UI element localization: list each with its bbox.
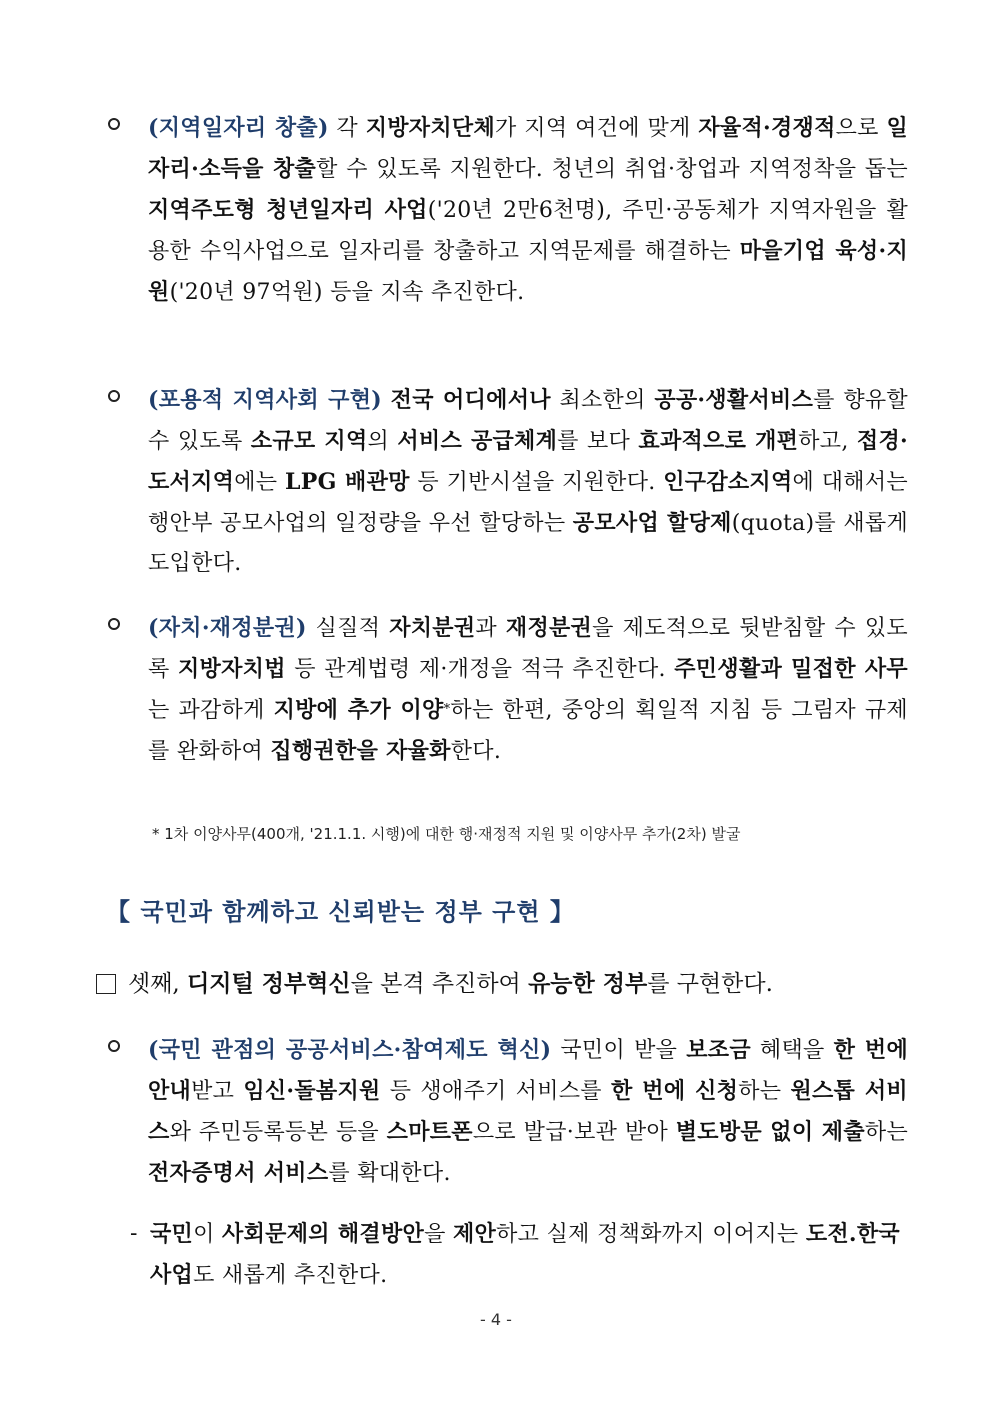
body-text: ('20년 2만6천명), 주민·공동체가 지역자원을 활용한 수익사업으로 일자리를 창출하고 지역문제를 해결하는 [148, 198, 908, 264]
body-text: 으로 발급·보관 받아 [472, 1120, 676, 1145]
footnote-marker: * [443, 702, 451, 717]
footnote: * 1차 이양사무(400개, '21.1.1. 시행)에 대한 행·재정적 지원 및 이양사무 추가(2차) 발굴 [152, 825, 741, 843]
emphasis-text: 인구감소지역 [663, 469, 793, 495]
body-text: 를 보다 [557, 429, 639, 454]
emphasis-text: 주민생활과 밀접한 사무 [674, 656, 908, 682]
emphasis-text: 스마트폰 [386, 1119, 473, 1145]
emphasis-text: LPG 배관망 [285, 469, 410, 495]
body-text: 을 [424, 1222, 453, 1247]
body-text: 국민이 받을 [551, 1038, 687, 1063]
item-heading: (자치·재정분권) [148, 615, 307, 641]
item-heading: (포용적 지역사회 구현) [148, 387, 382, 413]
emphasis-text: 전자증명서 서비스 [148, 1160, 329, 1186]
emphasis-text: 제안 [453, 1221, 497, 1247]
emphasis-text: 국민 [150, 1221, 194, 1247]
paragraph [148, 1030, 908, 1194]
circle-bullet-icon [108, 1040, 120, 1052]
checkbox-line [96, 964, 896, 1004]
emphasis-text: 한 번에 안내 [148, 1037, 909, 1104]
emphasis-text: 효과적으로 개편 [638, 428, 799, 454]
emphasis-text: 도전.한국 사업 [150, 1221, 900, 1288]
body-text: 과 [475, 616, 506, 641]
body-text: 하는 [738, 1079, 791, 1104]
emphasis-text: 전국 어디에서나 [390, 387, 551, 413]
body-text: 하는 한편, 중앙의 획일적 지침 등 그림자 규제를 완화하여 [148, 698, 908, 764]
body-text: 하고 실제 정책화까지 이어지는 [496, 1222, 806, 1247]
emphasis-text: 서비스 공급체계 [397, 428, 558, 454]
body-text: 할 수 있도록 지원한다. 청년의 취업·창업과 지역정착을 돕는 [316, 157, 908, 182]
body-text: 도 새롭게 추진한다. [193, 1263, 388, 1288]
body-text: 한다. [450, 739, 502, 764]
body-text: 을 제도적으로 뒷받침할 수 있도록 [148, 616, 908, 682]
body-text: 등 기반시설을 지원한다. [409, 470, 664, 495]
body-text: (quota)를 새롭게 도입한다. [148, 511, 909, 576]
item-decentralization [108, 608, 908, 772]
emphasis-text: 유능한 정부 [528, 970, 648, 997]
emphasis-text: 재정분권 [505, 615, 593, 641]
emphasis-text: 임신·돌봄지원 [243, 1078, 381, 1104]
body-text: 와 주민등록등본 등을 [169, 1120, 387, 1145]
circle-bullet-icon [108, 390, 120, 402]
body-text: 의 [367, 429, 398, 454]
emphasis-text: 접경·도서지역 [148, 428, 908, 495]
body-text: 실질적 [306, 616, 390, 641]
emphasis-text: 별도방문 없이 제출 [675, 1119, 865, 1145]
dash-bullet-icon: - [130, 1221, 138, 1246]
emphasis-text: 디지털 정부혁신 [187, 970, 351, 997]
body-text: 최소한의 [550, 388, 655, 413]
emphasis-text: 공공·생활서비스 [654, 387, 814, 413]
emphasis-text: 지방자치단체 [365, 115, 496, 141]
body-text: 각 [328, 116, 366, 141]
paragraph [150, 1214, 900, 1296]
body-text: 에는 [234, 470, 285, 495]
body-text: 가 지역 여건에 맞게 [495, 116, 699, 141]
emphasis-text: 일자리·소득을 창출 [148, 115, 909, 182]
body-text: 는 과감하게 [148, 698, 274, 723]
body-text: 를 구현한다. [647, 971, 773, 997]
paragraph [148, 380, 908, 584]
checkbox-line-text [128, 971, 773, 997]
dash-item [130, 1214, 900, 1296]
checkbox-square-icon [96, 974, 116, 994]
body-text: 셋째, [128, 971, 188, 997]
body-text: 으로 [835, 116, 887, 141]
emphasis-text: 집행권한을 자율화 [270, 738, 451, 764]
body-text: 하는 [864, 1120, 908, 1145]
body-text: 하고, [798, 429, 857, 454]
item-regional-jobs [108, 108, 908, 313]
body-text: 이 [193, 1222, 223, 1247]
emphasis-text: 소규모 지역 [250, 428, 368, 454]
emphasis-text: 마을기업 육성·지원 [148, 238, 908, 305]
body-text: 에 대해서는 행안부 공모사업의 일정량을 우선 할당하는 [148, 470, 908, 536]
item-inclusive-community [108, 380, 908, 584]
item-heading: (국민 관점의 공공서비스·참여제도 혁신) [148, 1037, 552, 1063]
emphasis-text: 자치분권 [389, 615, 476, 641]
emphasis-text: 지방자치법 [178, 656, 286, 682]
emphasis-text: 지방에 추가 이양 [273, 697, 444, 723]
emphasis-text: 공모사업 할당제 [572, 510, 732, 536]
emphasis-text: 보조금 [686, 1037, 751, 1063]
circle-bullet-icon [108, 118, 120, 130]
body-text: 등 관계법령 제·개정을 적극 추진한다. [285, 657, 675, 682]
section-title: 【 국민과 함께하고 신뢰받는 정부 구현 】 [106, 898, 575, 926]
emphasis-text: 사회문제의 해결방안 [222, 1221, 425, 1247]
emphasis-text: 한 번에 신청 [610, 1078, 739, 1104]
body-text: 을 본격 추진하여 [350, 971, 529, 997]
item-public-service-innovation [108, 1030, 908, 1194]
item-heading: (지역일자리 창출) [148, 115, 329, 141]
body-text: 혜택을 [750, 1038, 834, 1063]
paragraph [148, 608, 908, 772]
body-text: 받고 [191, 1079, 244, 1104]
emphasis-text: 자율적·경쟁적 [698, 115, 836, 141]
body-text: 등 생애주기 서비스를 [380, 1079, 611, 1104]
paragraph [148, 108, 908, 313]
body-text: 를 확대한다. [328, 1161, 451, 1186]
emphasis-text: 지역주도형 청년일자리 사업 [148, 197, 428, 223]
emphasis-text: 원스톱 서비스 [148, 1078, 908, 1145]
body-text: 를 향유할 수 있도록 [148, 388, 908, 454]
body-text: ('20년 97억원) 등을 지속 추진한다. [169, 280, 525, 305]
body-text [382, 388, 391, 413]
circle-bullet-icon [108, 618, 120, 630]
page-number: - 4 - [480, 1310, 512, 1329]
